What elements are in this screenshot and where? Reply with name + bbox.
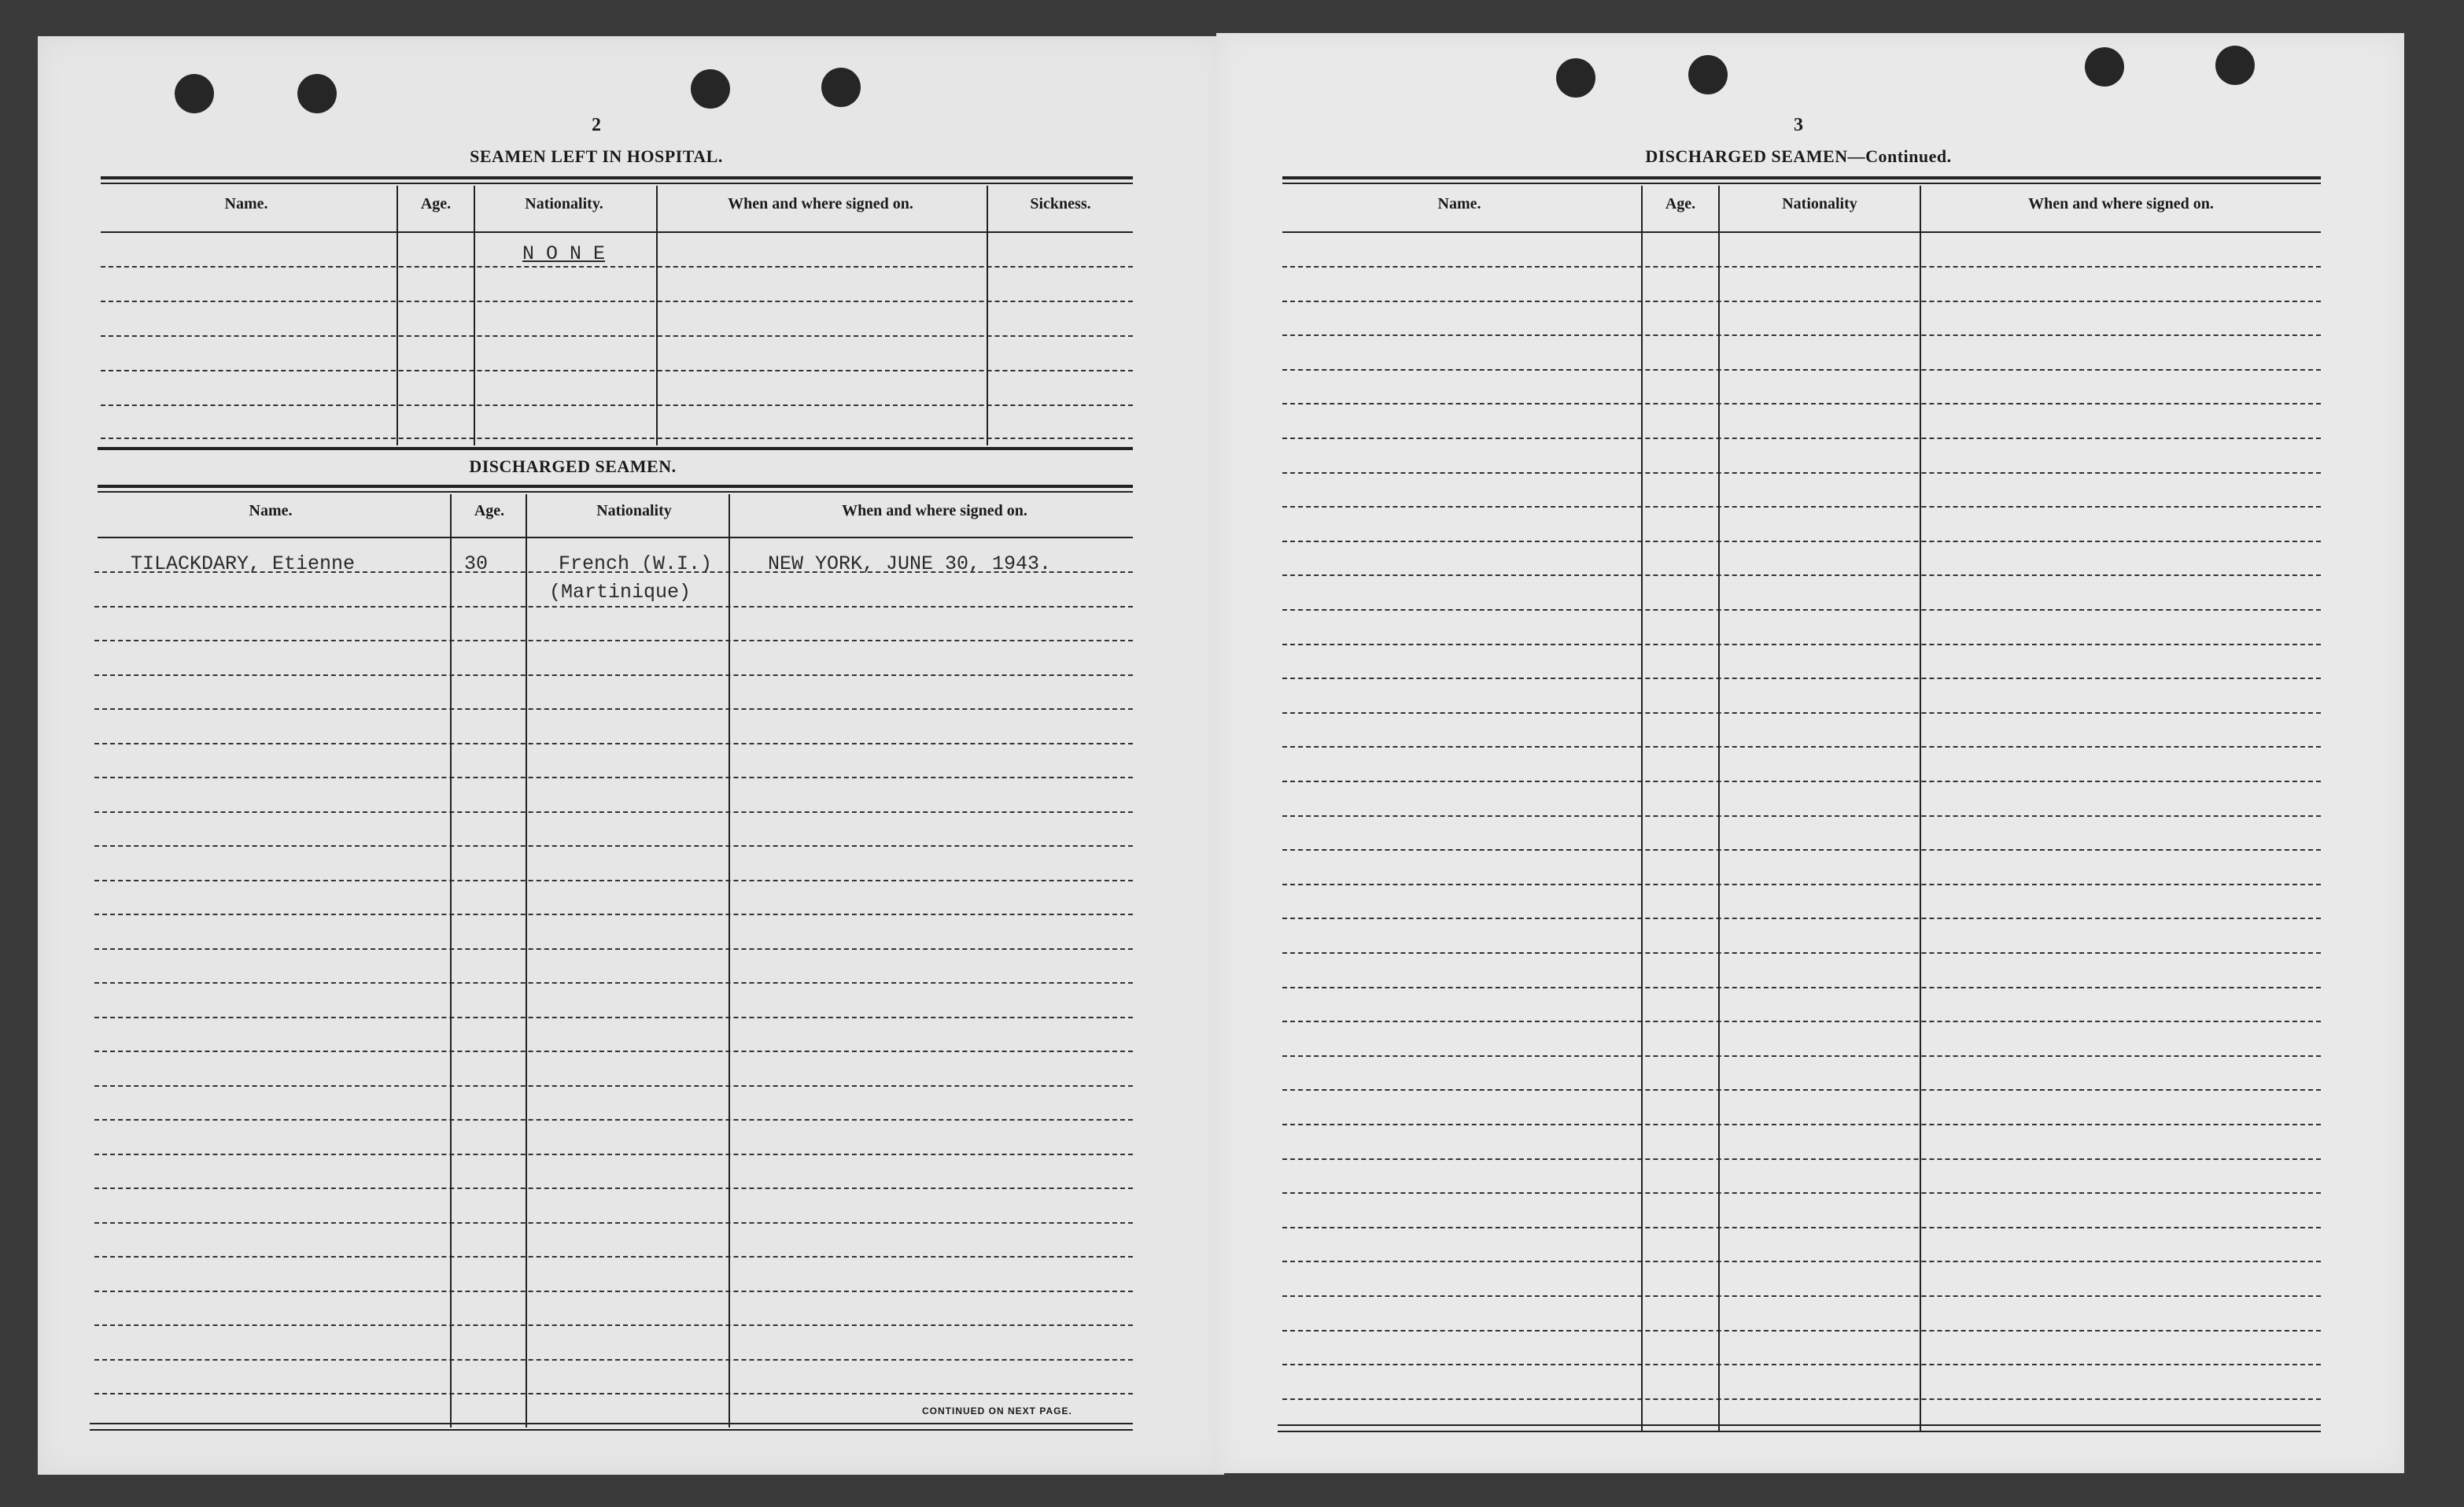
entry-line — [101, 335, 1133, 337]
entry-line — [94, 1359, 1133, 1361]
bottom-rule — [90, 1423, 1133, 1424]
rule — [1282, 183, 2321, 184]
entry-line — [94, 674, 1133, 676]
discharged-signed-on: NEW YORK, JUNE 30, 1943. — [768, 552, 1052, 575]
col-header-signed-on: When and where signed on. — [842, 502, 1027, 519]
entry-line — [94, 1154, 1133, 1155]
entry-line — [1282, 403, 2321, 404]
punch-hole — [2215, 46, 2255, 85]
rule — [98, 491, 1133, 493]
discharged-continued-title: DISCHARGED SEAMEN—Continued. — [1645, 146, 1952, 166]
col-header-name: Name. — [1437, 195, 1481, 212]
entry-line — [1282, 506, 2321, 508]
column-divider — [526, 494, 527, 1428]
entry-line — [94, 1017, 1133, 1018]
entry-line — [1282, 952, 2321, 954]
entry-line — [94, 1324, 1133, 1326]
punch-hole — [691, 69, 730, 109]
entry-line — [1282, 301, 2321, 302]
column-divider — [1920, 186, 1921, 1431]
entry-line — [94, 640, 1133, 641]
entry-line — [1282, 987, 2321, 988]
entry-line — [94, 606, 1133, 608]
col-header-sickness: Sickness. — [1030, 195, 1091, 212]
rule — [1282, 176, 2321, 179]
entry-line — [1282, 1192, 2321, 1194]
col-header-nationality: Nationality. — [525, 195, 603, 212]
entry-line — [94, 708, 1133, 710]
continued-note: CONTINUED ON NEXT PAGE. — [922, 1405, 1072, 1417]
entry-line — [1282, 1089, 2321, 1091]
col-header-nationality: Nationality — [596, 502, 672, 519]
discharged-nationality-detail: (Martinique) — [549, 581, 692, 604]
punch-hole — [1688, 55, 1728, 94]
entry-line — [1282, 1261, 2321, 1262]
column-divider — [397, 186, 398, 445]
entry-line — [101, 370, 1133, 371]
entry-line — [94, 948, 1133, 950]
punch-hole — [1556, 58, 1595, 98]
entry-line — [1282, 712, 2321, 714]
col-header-nationality: Nationality — [1782, 195, 1857, 212]
entry-line — [1282, 746, 2321, 748]
header-rule — [1282, 231, 2321, 233]
col-header-age: Age. — [474, 502, 505, 519]
punch-hole — [297, 74, 337, 113]
entry-line — [94, 1291, 1133, 1292]
entry-line — [1282, 1021, 2321, 1022]
entry-line — [1282, 541, 2321, 542]
rule — [101, 183, 1133, 184]
entry-line — [94, 845, 1133, 847]
entry-line — [1282, 1055, 2321, 1057]
entry-line — [1282, 849, 2321, 851]
entry-line — [101, 438, 1133, 439]
column-divider — [987, 186, 988, 445]
entry-line — [94, 1188, 1133, 1189]
hospital-section-title: SEAMEN LEFT IN HOSPITAL. — [470, 146, 723, 166]
entry-line — [94, 1085, 1133, 1087]
entry-line — [1282, 644, 2321, 645]
bottom-rule — [1278, 1431, 2321, 1432]
entry-line — [1282, 1227, 2321, 1228]
col-header-name: Name. — [224, 195, 268, 212]
right-page — [1216, 33, 2404, 1473]
bottom-rule — [1278, 1424, 2321, 1426]
entry-line — [94, 1256, 1133, 1258]
discharged-age: 30 — [464, 552, 489, 575]
entry-line — [1282, 1398, 2321, 1400]
entry-line — [94, 743, 1133, 744]
entry-line — [94, 1393, 1133, 1394]
left-page — [38, 36, 1224, 1475]
col-header-name: Name. — [249, 502, 293, 519]
entry-line — [101, 301, 1133, 302]
punch-hole — [821, 68, 861, 107]
entry-line — [1282, 472, 2321, 474]
entry-line — [94, 1119, 1133, 1121]
entry-line — [1282, 369, 2321, 371]
column-divider — [656, 186, 658, 445]
entry-line — [1282, 884, 2321, 885]
column-divider — [1718, 186, 1720, 1431]
punch-hole — [175, 74, 214, 113]
entry-line — [101, 266, 1133, 268]
column-divider — [474, 186, 475, 445]
col-header-signed-on: When and where signed on. — [728, 195, 913, 212]
column-divider — [729, 494, 730, 1428]
entry-line — [1282, 438, 2321, 439]
entry-line — [1282, 1158, 2321, 1160]
entry-line — [1282, 334, 2321, 336]
discharged-name: TILACKDARY, Etienne — [131, 552, 356, 575]
page-number: 2 — [592, 115, 601, 135]
entry-line — [1282, 609, 2321, 611]
entry-line — [94, 1051, 1133, 1052]
entry-line — [1282, 1295, 2321, 1297]
punch-hole — [2085, 47, 2124, 87]
entry-line — [94, 1222, 1133, 1224]
entry-line — [1282, 1124, 2321, 1125]
col-header-age: Age. — [420, 195, 452, 212]
entry-line — [1282, 1330, 2321, 1332]
entry-line — [94, 982, 1133, 984]
header-rule — [98, 537, 1133, 538]
entry-line — [1282, 918, 2321, 919]
discharged-section-title: DISCHARGED SEAMEN. — [469, 456, 677, 476]
entry-line — [1282, 678, 2321, 679]
discharged-nationality: French (W.I.) — [559, 552, 713, 575]
entry-line — [1282, 574, 2321, 576]
hospital-entry: N O N E — [522, 242, 606, 265]
entry-line — [1282, 1364, 2321, 1365]
bottom-rule — [90, 1429, 1133, 1431]
entry-line — [101, 404, 1133, 406]
entry-line — [94, 811, 1133, 813]
col-header-age: Age. — [1665, 195, 1696, 212]
entry-line — [1282, 266, 2321, 268]
entry-line — [94, 880, 1133, 881]
entry-line — [1282, 781, 2321, 782]
entry-line — [94, 777, 1133, 778]
section-rule — [98, 447, 1133, 450]
page-number: 3 — [1794, 115, 1803, 135]
column-divider — [1641, 186, 1643, 1431]
header-rule — [101, 231, 1133, 233]
column-divider — [450, 494, 452, 1428]
col-header-signed-on: When and where signed on. — [2028, 195, 2214, 212]
rule — [101, 176, 1133, 179]
rule — [98, 485, 1133, 488]
entry-line — [1282, 815, 2321, 817]
entry-line — [94, 914, 1133, 915]
entry-line — [94, 571, 1133, 573]
